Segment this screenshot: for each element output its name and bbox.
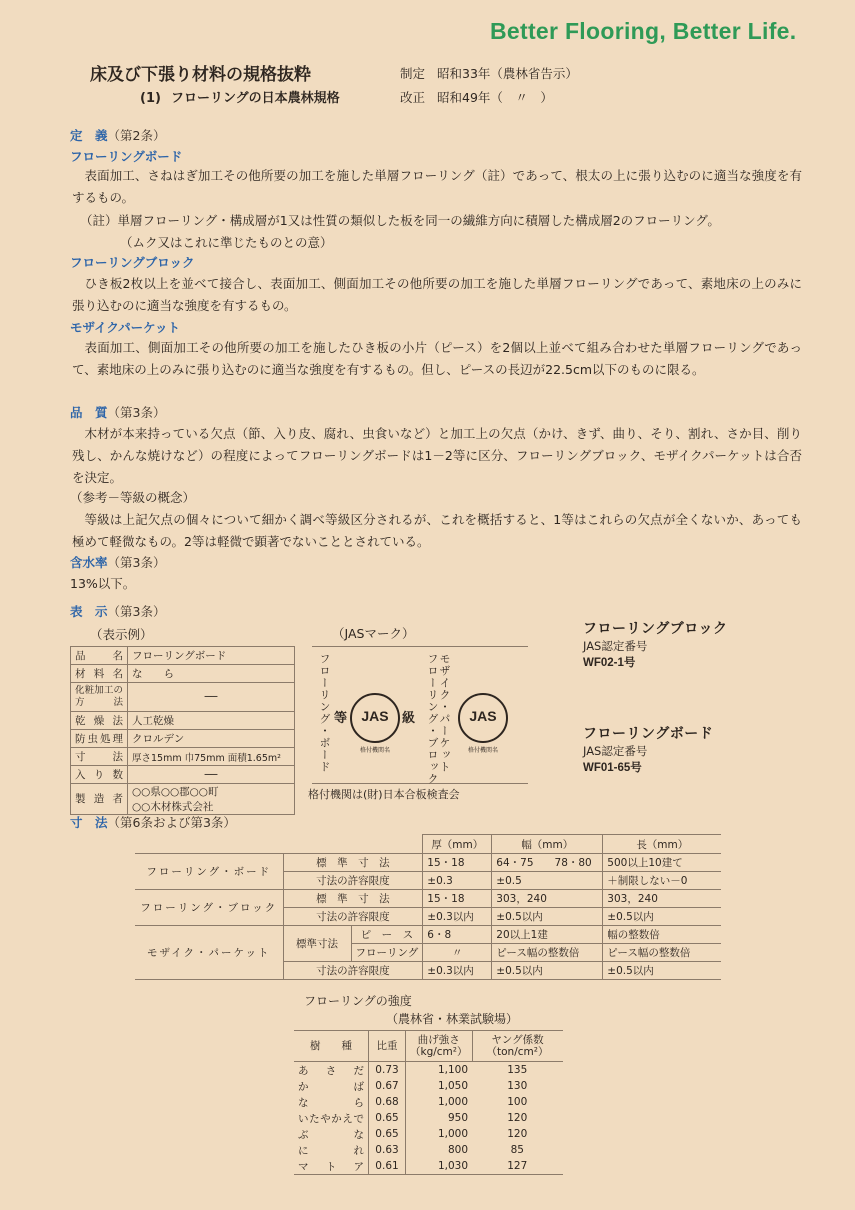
col-species: 樹 種 — [294, 1031, 369, 1062]
label-key: 乾燥法 — [71, 712, 128, 730]
moisture-heading: 含水率（第3条） — [70, 555, 166, 570]
revised-value: 昭和49年（ 〃 ） — [437, 90, 553, 105]
bending-strength: 1,050 — [437, 1080, 468, 1092]
table-row — [71, 748, 295, 766]
youngs-modulus: 130 — [507, 1080, 528, 1092]
table-row — [71, 665, 295, 683]
strength-caption: フローリングの強度 — [304, 994, 412, 1008]
product-flooring-board: フローリング・ボード — [135, 854, 283, 890]
certified-flooring-block — [583, 618, 727, 670]
term-flooring-block: フローリングブロック — [70, 255, 195, 270]
label-value: ○○県○○郡○○町 — [128, 784, 295, 800]
cell: ピース幅の整数倍 — [492, 944, 603, 962]
cell: 15・18 — [423, 890, 492, 908]
enacted-label: 制定 — [400, 66, 426, 81]
grade-concept-heading: （参考－等級の概念） — [70, 490, 196, 505]
grade-prefix: 等 — [334, 711, 348, 726]
label-value: ── — [128, 766, 295, 784]
jas-vertical-mosaic: モザイク・パーケット — [438, 653, 451, 773]
table-header-row — [294, 1031, 563, 1062]
jas-vertical-block: フローリング・ブロック — [426, 653, 439, 785]
youngs-modulus: 135 — [507, 1064, 528, 1076]
specific-gravity: 0.68 — [369, 1094, 406, 1110]
subtitle-number: (1) — [140, 91, 161, 106]
certification-label: JAS認定番号 — [583, 639, 648, 653]
cell: ±0.5以内 — [492, 962, 603, 980]
label-value: ── — [128, 683, 295, 712]
cell: ±0.3以内 — [423, 962, 492, 980]
page-title: 床及び下張り材料の規格抜粋 — [90, 65, 311, 85]
youngs-modulus: 120 — [507, 1112, 528, 1124]
table-row — [294, 1078, 563, 1094]
row-label: 標 準 寸 法 — [283, 890, 423, 908]
cell: ±0.5以内 — [603, 908, 722, 926]
specific-gravity: 0.65 — [369, 1110, 406, 1126]
label-key: 化粧加工の方法 — [71, 683, 128, 712]
label-key: 防虫処理 — [71, 730, 128, 748]
bending-strength: 1,100 — [437, 1064, 468, 1076]
species: にれ — [298, 1144, 364, 1157]
term-flooring-board: フローリングボード — [70, 149, 183, 164]
table-header-row — [135, 835, 721, 854]
row-sublabel: ピ ー ス — [351, 926, 423, 944]
bending-strength: 950 — [447, 1112, 468, 1124]
label-example-table — [70, 646, 295, 815]
specific-gravity: 0.65 — [369, 1126, 406, 1142]
cell: 6・8 — [423, 926, 492, 944]
jas-mark-caption: （JASマーク） — [332, 626, 415, 641]
revised-label: 改正 — [400, 90, 426, 105]
cell: 303，240 — [603, 890, 722, 908]
quality-heading: 品 質（第3条） — [70, 405, 166, 420]
dimensions-table — [135, 834, 721, 980]
cell: 20以上1建 — [492, 926, 603, 944]
definition-note: （註）単層フローリング・構成層が1又は性質の類似した板を同一の繊維方向に積層した構成層2のフローリング。 — [80, 213, 720, 228]
label-key: 材料名 — [71, 665, 128, 683]
enacted-value: 昭和33年（農林省告示） — [437, 66, 578, 81]
table-row — [294, 1094, 563, 1110]
cell: ±0.5以内 — [603, 962, 722, 980]
specific-gravity: 0.67 — [369, 1078, 406, 1094]
row-label: 寸法の許容限度 — [283, 908, 423, 926]
row-label: 標 準 寸 法 — [283, 854, 423, 872]
jas-mark-subtext: 格付機関名 — [359, 747, 390, 754]
youngs-modulus: 85 — [510, 1144, 524, 1156]
col-length: 長（mm） — [603, 835, 722, 854]
label-value: フローリングボード — [128, 647, 295, 665]
jas-mark-text: JAS — [361, 708, 389, 724]
species: なら — [298, 1096, 364, 1109]
specific-gravity: 0.63 — [369, 1142, 406, 1158]
bending-strength: 1,030 — [406, 1158, 473, 1175]
strength-table — [294, 1030, 563, 1175]
certification-label: JAS認定番号 — [583, 744, 648, 758]
labeling-heading: 表 示（第3条） — [70, 604, 166, 619]
table-row — [135, 890, 721, 908]
cell: 〃 — [423, 944, 492, 962]
grading-agency-note: 格付機関は(財)日本合板検査会 — [308, 788, 460, 801]
table-row — [294, 1062, 563, 1079]
col-thickness: 厚（mm） — [423, 835, 492, 854]
label-value: 厚さ15mm 巾75mm 面積1.65m² — [128, 748, 295, 766]
product-name: フローリングボード — [583, 726, 714, 742]
page-subtitle — [140, 87, 340, 106]
bending-strength: 1,000 — [437, 1128, 468, 1140]
brand-tagline: Better Flooring, Better Life. — [490, 18, 797, 44]
certified-flooring-board — [583, 723, 713, 775]
label-key: 寸 法 — [71, 748, 128, 766]
moisture-value: 13%以下。 — [70, 576, 136, 591]
label-key: 品 名 — [71, 647, 128, 665]
cell: ±0.3 — [423, 872, 492, 890]
definition-heading: 定 義（第2条） — [70, 128, 166, 143]
species: あさだ — [298, 1064, 364, 1077]
youngs-modulus: 100 — [507, 1096, 528, 1108]
specific-gravity: 0.73 — [369, 1062, 406, 1079]
cell: ±0.5以内 — [492, 908, 603, 926]
strength-source: （農林省・林業試験場） — [386, 1012, 519, 1026]
label-key: 入り数 — [71, 766, 128, 784]
jas-mark-block — [458, 693, 508, 754]
table-row — [71, 766, 295, 784]
jas-mark-panel — [312, 646, 528, 784]
cell: 303，240 — [492, 890, 603, 908]
cell: ＋制限しない－0 — [603, 872, 722, 890]
cell: 幅の整数倍 — [603, 926, 722, 944]
row-label: 寸法の許容限度 — [283, 962, 423, 980]
row-label: 標準寸法 — [283, 926, 351, 962]
table-row — [294, 1158, 563, 1175]
species: マトア — [294, 1158, 369, 1175]
species: かば — [298, 1080, 364, 1093]
revised-line — [400, 88, 553, 106]
product-mosaic-parquet: モザイク・パーケット — [135, 926, 283, 980]
label-example-caption: （表示例） — [90, 627, 153, 642]
label-value: な ら — [128, 665, 295, 683]
dimensions-heading: 寸 法（第6条および第3条） — [70, 815, 236, 830]
jas-vertical-board: フローリング・ボード — [318, 653, 331, 773]
table-row — [294, 1142, 563, 1158]
cell: ピース幅の整数倍 — [603, 944, 722, 962]
certification-code: WF02-1号 — [583, 657, 636, 669]
table-row — [71, 683, 295, 712]
table-row — [71, 647, 295, 665]
table-row — [135, 854, 721, 872]
grade-suffix: 級 — [402, 711, 416, 726]
youngs-modulus: 120 — [507, 1128, 528, 1140]
bending-strength: 800 — [447, 1144, 468, 1156]
label-key: 製造者 — [71, 784, 128, 815]
flooring-block-definition: ひき板2枚以上を並べて接合し、表面加工、側面加工その他所要の加工を施した単層フローリングであって、素地床の上のみに張り込むのに適当な強度を有するもの。 — [72, 276, 802, 313]
cell: 500以上10建て — [603, 854, 722, 872]
flooring-board-definition: 表面加工、さねはぎ加工その他所要の加工を施した単層フローリング（註）であって、根太の上に張り込むのに適当な強度を有するもの。 — [72, 168, 802, 205]
species: ぶな — [298, 1128, 364, 1141]
col-width: 幅（mm） — [492, 835, 603, 854]
enacted-line — [400, 64, 578, 82]
cell: 15・18 — [423, 854, 492, 872]
youngs-modulus: 127 — [472, 1158, 563, 1175]
label-value: ○○木材株式会社 — [128, 799, 295, 815]
jas-mark-text: JAS — [469, 708, 497, 724]
species: いたやかえで — [298, 1112, 364, 1125]
product-flooring-block: フローリング・ブロック — [135, 890, 283, 926]
cell: ±0.5 — [492, 872, 603, 890]
table-row — [135, 926, 721, 944]
col-specific-gravity: 比重 — [369, 1031, 406, 1062]
cell: ±0.3以内 — [423, 908, 492, 926]
bending-strength: 1,000 — [437, 1096, 468, 1108]
table-row — [294, 1126, 563, 1142]
col-youngs-modulus: ヤング係数（ton/cm²） — [472, 1031, 563, 1062]
table-row — [71, 712, 295, 730]
row-sublabel: フローリング — [351, 944, 423, 962]
row-label: 寸法の許容限度 — [283, 872, 423, 890]
subtitle-text: フローリングの日本農林規格 — [170, 91, 340, 106]
certification-code: WF01-65号 — [583, 762, 642, 774]
product-name: フローリングブロック — [583, 621, 728, 637]
cell: 64・75 78・80 — [492, 854, 603, 872]
definition-note-paren: （ムク又はこれに準じたものとの意） — [120, 235, 333, 250]
label-value: 人工乾燥 — [128, 712, 295, 730]
label-value: クロルデン — [128, 730, 295, 748]
specific-gravity: 0.61 — [369, 1158, 406, 1175]
table-row — [294, 1110, 563, 1126]
col-bending-strength: 曲げ強さ（kg/cm²） — [406, 1031, 473, 1062]
mosaic-parquet-definition: 表面加工、側面加工その他所要の加工を施したひき板の小片（ピース）を2個以上並べて組み合わせた単層フローリングであって、素地床の上のみに張り込むのに適当な強度を有するもの。但し、ピースの長辺が22.5cm以下のものに限る。 — [72, 340, 802, 377]
grade-concept-text: 等級は上記欠点の個々について細かく調べ等級区分されるが、これを概括すると、1等はこれらの欠点が全くないか、あっても極めて軽微なもの。2等は軽微で顕著でないこととされている。 — [72, 512, 802, 549]
jas-mark-subtext: 格付機関名 — [467, 747, 498, 754]
table-row — [71, 730, 295, 748]
quality-text: 木材が本来持っている欠点（節、入り皮、腐れ、虫食いなど）と加工上の欠点（かけ、きず、曲り、そり、割れ、さか目、削り残し、かんな焼けなど）の程度によってフローリングボードは1－2等に区分、フローリングブロック、モザイクパーケットは合否を決定。 — [72, 426, 802, 485]
jas-mark-board — [350, 693, 400, 754]
term-mosaic-parquet: モザイクパーケット — [70, 320, 181, 335]
table-row — [71, 784, 295, 800]
